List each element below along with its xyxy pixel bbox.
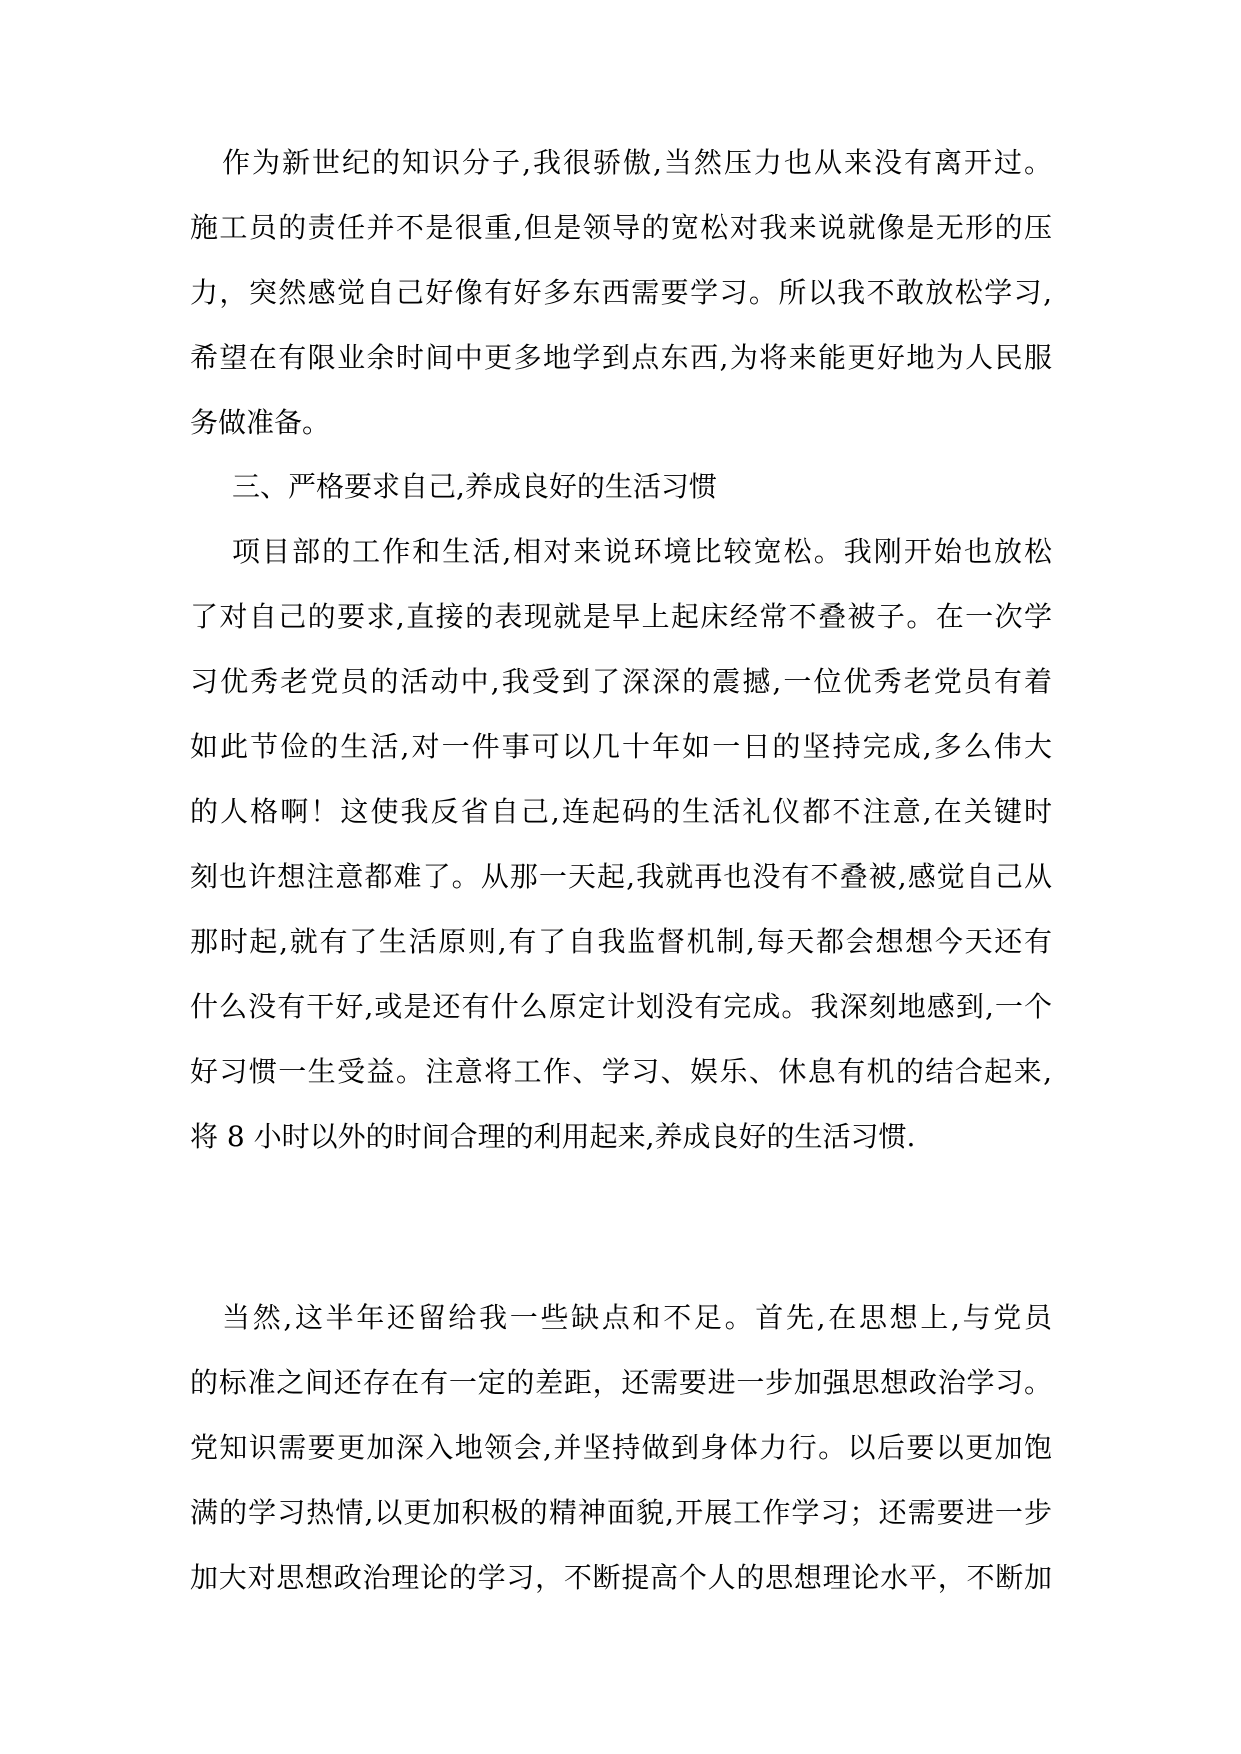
paragraph-3-line-2: 的标准之间还存在有一定的差距，还需要进一步加强思想政治学习。 — [190, 1366, 1052, 1399]
paragraph-2-line-6: 刻也许想注意都难了。从那一天起,我就再也没有不叠被,感觉自己从 — [190, 860, 1052, 893]
paragraph-2-line-7: 那时起,就有了生活原则,有了自我监督机制,每天都会想想今天还有 — [190, 925, 1052, 958]
paragraph-2-line-10: 将 8 小时以外的时间合理的利用起来,养成良好的生活习惯. — [190, 1120, 916, 1153]
paragraph-3-line-1: 当然,这半年还留给我一些缺点和不足。首先,在思想上,与党员 — [222, 1301, 1052, 1334]
paragraph-1-line-2: 施工员的责任并不是很重,但是领导的宽松对我来说就像是无形的压 — [190, 211, 1052, 244]
paragraph-2-line-9: 好习惯一生受益。注意将工作、学习、娱乐、休息有机的结合起来, — [190, 1055, 1052, 1088]
paragraph-3-line-4: 满的学习热情,以更加积极的精神面貌,开展工作学习；还需要进一步 — [190, 1496, 1052, 1529]
paragraph-2-line-3: 习优秀老党员的活动中,我受到了深深的震撼,一位优秀老党员有着 — [190, 665, 1052, 698]
paragraph-3-line-3: 党知识需要更加深入地领会,并坚持做到身体力行。以后要以更加饱 — [190, 1431, 1052, 1464]
paragraph-2-line-1: 项目部的工作和生活,相对来说环境比较宽松。我刚开始也放松 — [232, 535, 1052, 568]
section-heading: 三、严格要求自己,养成良好的生活习惯 — [232, 470, 717, 503]
paragraph-1-line-5: 务做准备。 — [190, 406, 331, 439]
paragraph-2-line-2: 了对自己的要求,直接的表现就是早上起床经常不叠被子。在一次学 — [190, 600, 1052, 633]
paragraph-3-line-5: 加大对思想政治理论的学习，不断提高个人的思想理论水平，不断加 — [190, 1561, 1052, 1594]
paragraph-2-line-8: 什么没有干好,或是还有什么原定计划没有完成。我深刻地感到,一个 — [190, 990, 1052, 1023]
paragraph-1-line-3: 力，突然感觉自己好像有好多东西需要学习。所以我不敢放松学习, — [190, 276, 1052, 309]
paragraph-2-line-5: 的人格啊！这使我反省自己,连起码的生活礼仪都不注意,在关键时 — [190, 795, 1052, 828]
paragraph-1-line-4: 希望在有限业余时间中更多地学到点东西,为将来能更好地为人民服 — [190, 341, 1052, 374]
paragraph-2-line-4: 如此节俭的生活,对一件事可以几十年如一日的坚持完成,多么伟大 — [190, 730, 1052, 763]
paragraph-1-line-1: 作为新世纪的知识分子,我很骄傲,当然压力也从来没有离开过。 — [222, 146, 1052, 179]
